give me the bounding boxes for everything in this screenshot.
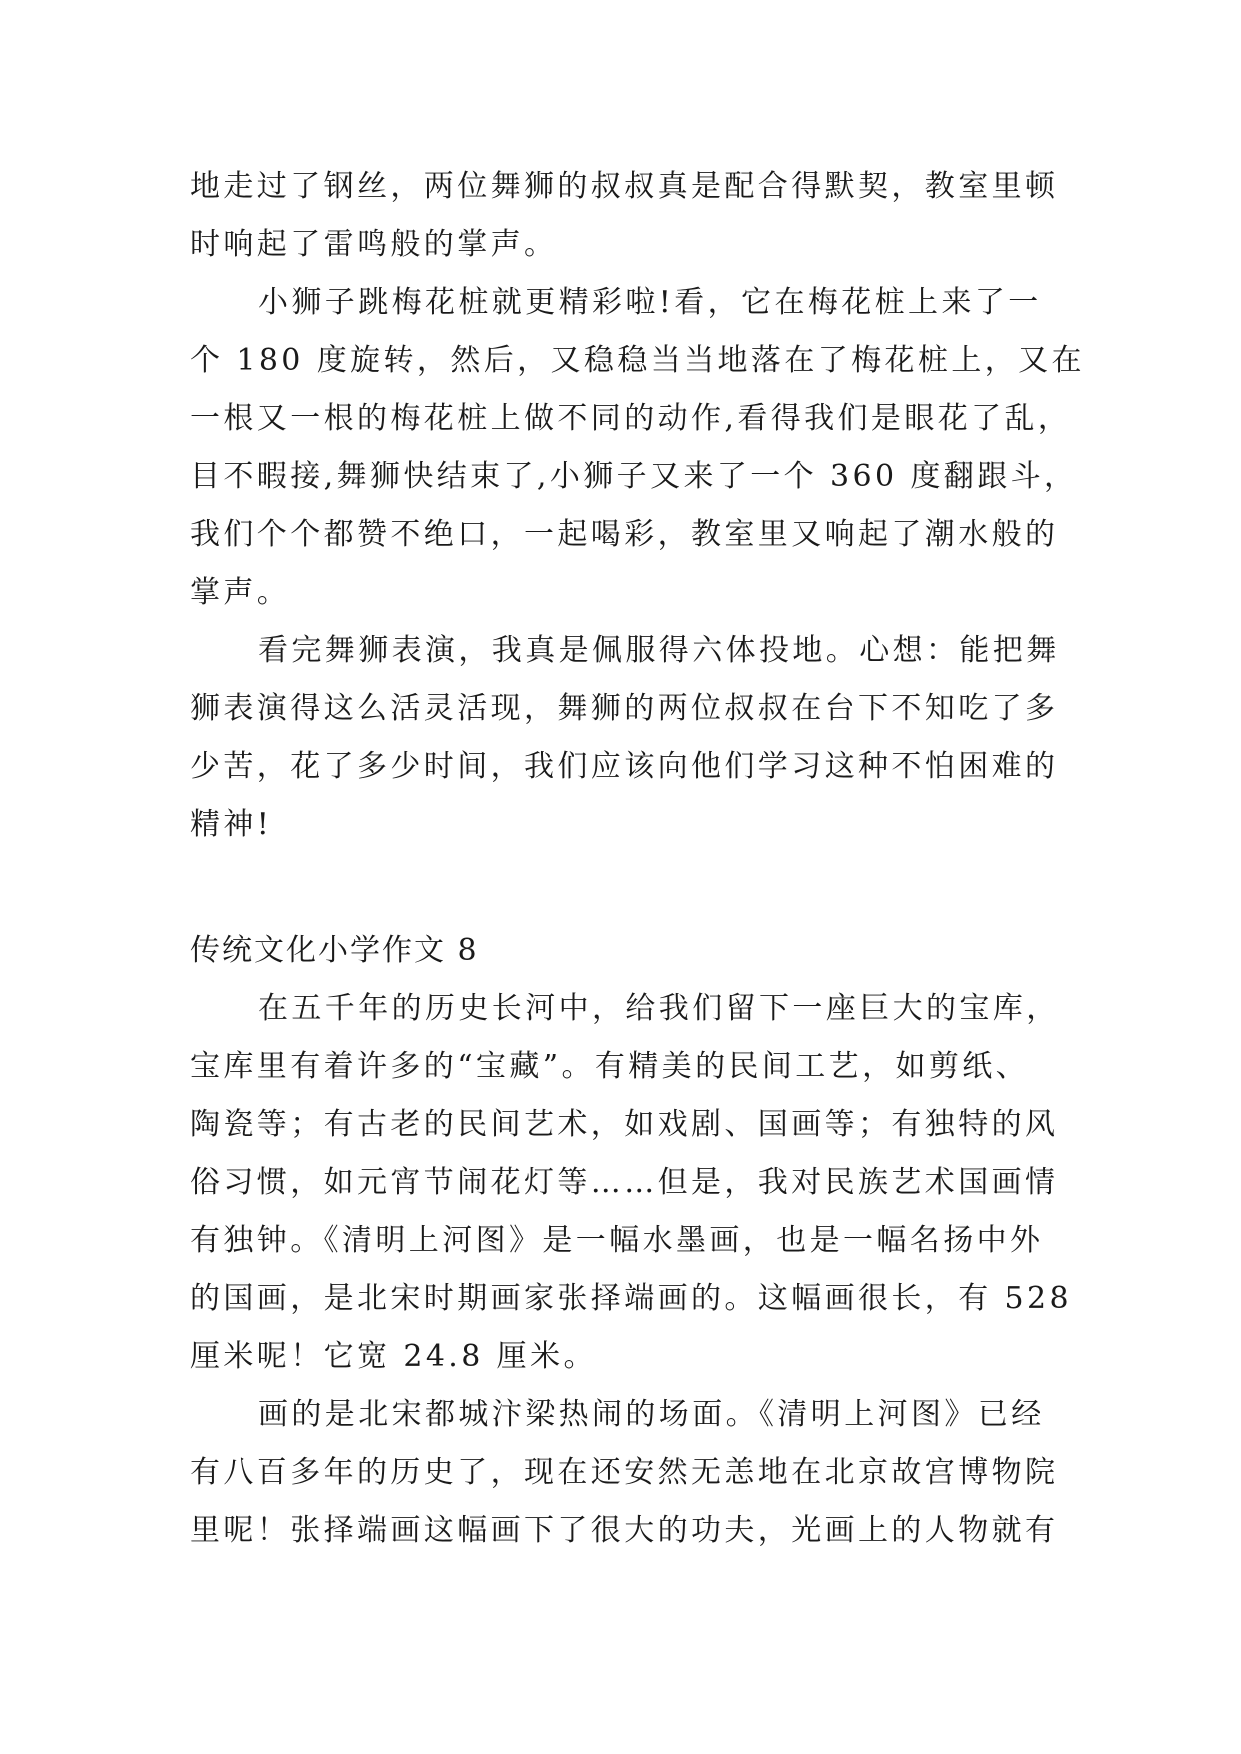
text-line: 画的是北宋都城汴梁热闹的场面。《清明上河图》已经: [258, 1397, 1045, 1432]
text-line: 宝库里有着许多的“宝藏”。有精美的民间工艺，如剪纸、: [190, 1049, 1030, 1084]
text-line: 厘米呢！它宽 24.8 厘米。: [190, 1339, 597, 1374]
text-line: 时响起了雷鸣般的掌声。: [190, 227, 558, 262]
text-line: 地走过了钢丝，两位舞狮的叔叔真是配合得默契，教室里顿: [190, 169, 1059, 204]
text-line: 一根又一根的梅花桩上做不同的动作,看得我们是眼花了乱，: [190, 401, 1072, 436]
essay-8-section: [190, 922, 1072, 1560]
text-line: 的国画，是北宋时期画家张择端画的。这幅画很长，有 528: [190, 1281, 1072, 1316]
paragraph: [190, 274, 1085, 622]
text-line: 俗习惯，如元宵节闹花灯等……但是，我对民族艺术国画情: [190, 1165, 1059, 1200]
text-line: 陶瓷等；有古老的民间艺术，如戏剧、国画等；有独特的风: [190, 1107, 1059, 1142]
text-line: 少苦，花了多少时间，我们应该向他们学习这种不怕困难的: [190, 749, 1059, 784]
text-line: 小狮子跳梅花桩就更精彩啦!看，它在梅花桩上来了一: [258, 285, 1042, 320]
text-line: 掌声。: [190, 575, 291, 610]
paragraph: [190, 622, 1060, 854]
text-line: 在五千年的历史长河中，给我们留下一座巨大的宝库，: [258, 991, 1060, 1026]
text-line: 里呢！张择端画这幅画下了很大的功夫，光画上的人物就有: [190, 1513, 1059, 1548]
text-line: 我们个个都赞不绝口，一起喝彩，教室里又响起了潮水般的: [190, 517, 1059, 552]
text-line: 有八百多年的历史了，现在还安然无恙地在北京故宫博物院: [190, 1455, 1059, 1490]
paragraph: [190, 158, 1059, 274]
text-line: 目不暇接,舞狮快结束了,小狮子又来了一个 360 度翻跟斗，: [190, 459, 1078, 494]
essay-title: 传统文化小学作文 8: [190, 933, 479, 968]
continuation-section: [190, 158, 1085, 854]
paragraph: [190, 1386, 1059, 1560]
paragraph: [190, 980, 1072, 1386]
text-line: 个 180 度旋转，然后，又稳稳当当地落在了梅花桩上，又在: [190, 343, 1085, 378]
text-line: 看完舞狮表演，我真是佩服得六体投地。心想：能把舞: [258, 633, 1060, 668]
text-line: 有独钟。《清明上河图》是一幅水墨画，也是一幅名扬中外: [190, 1223, 1044, 1258]
text-line: 狮表演得这么活灵活现，舞狮的两位叔叔在台下不知吃了多: [190, 691, 1059, 726]
text-line: 精神!: [190, 807, 273, 842]
